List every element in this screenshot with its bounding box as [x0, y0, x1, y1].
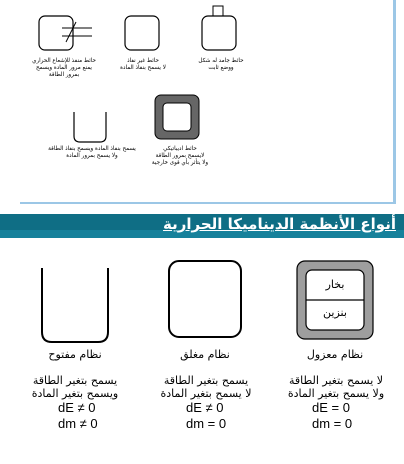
- slide-title: أنواع الأنظمة الديناميكا الحرارية: [163, 215, 396, 233]
- open-system-name: نظام مفتوح: [48, 348, 102, 361]
- open-system-icon: [40, 268, 110, 348]
- isolated-system-icon: [296, 260, 376, 342]
- rigid-caption: حائط جامد له شكل ووضع ثابت: [198, 58, 244, 71]
- isolated-system-equations: dE = 0 dm = 0: [312, 400, 353, 431]
- open-system-desc: يسمح بتغير الطاقة ويسمح بتغير المادة: [31, 374, 119, 400]
- closed-system-name: نظام مغلق: [180, 348, 230, 361]
- closed-system-desc: يسمح بتغير الطاقة لا يسمح بتغير المادة: [160, 374, 252, 400]
- open-system-equations: dE ≠ 0 dm ≠ 0: [58, 400, 98, 431]
- isolated-system-name: نظام معزول: [306, 348, 364, 361]
- impermeable-caption: حائط غير نفاذ لا يسمح بنفاذ المادة: [120, 58, 166, 71]
- systems-slide: [0, 214, 404, 464]
- compartment-gasoline-label: بنزين: [323, 306, 347, 319]
- isolated-system-desc: لا يسمح بتغير الطاقة ولا يسمح بتغير المادة: [287, 374, 385, 400]
- rigid-wall-icon: [200, 4, 240, 56]
- adiabatic-wall-icon: [154, 94, 202, 142]
- compartment-vapor-label: بخار: [325, 278, 345, 291]
- divider: [0, 206, 404, 214]
- adiabatic-caption: حائط اديباتيكي لايسمح بمرور الطاقة ولا يتأثر بأي قوى خارجية: [151, 146, 209, 166]
- diathermic-wall-icon: [38, 14, 98, 56]
- open-container-caption: يسمح بنفاذ المادة ويسمح بنفاذ الطاقة ولا يسمح بمرور المادة: [48, 146, 136, 159]
- diathermic-caption: حائط منفذ للإشعاع الحراري يمنع مرور المادة ويسمح بمرور الطاقة: [32, 58, 96, 78]
- wall-types-panel: [0, 0, 404, 206]
- title-band: [0, 214, 404, 238]
- closed-system-equations: dE ≠ 0 dm = 0: [186, 400, 227, 431]
- impermeable-wall-icon: [123, 14, 163, 54]
- closed-system-icon: [168, 260, 244, 340]
- open-container-icon: [72, 110, 112, 144]
